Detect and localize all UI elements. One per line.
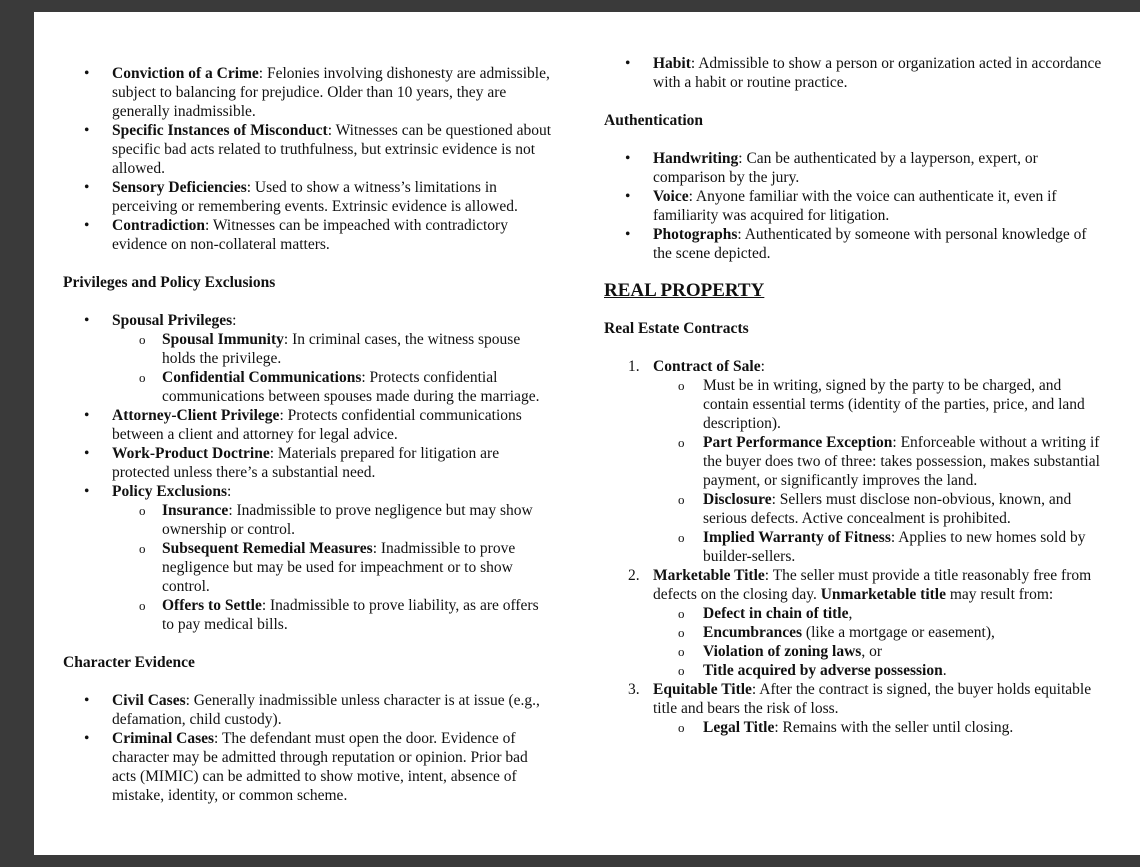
term: Handwriting <box>653 150 739 167</box>
authentication-list <box>604 149 1104 263</box>
real-property-heading: REAL PROPERTY <box>604 280 765 301</box>
numbered-item <box>604 566 1104 680</box>
character-heading: Character Evidence <box>63 654 195 671</box>
definition: Must be in writing, signed by the party to be charged, and contain essential terms (identity of the parties, price, and land description). <box>703 377 1085 432</box>
definition: : Enforceable without a writing if the buyer does two of three: takes possession, makes substantial payment, or significantly improves the land. <box>703 434 1100 489</box>
sub-list <box>653 718 1104 737</box>
term: Spousal Privileges <box>112 312 233 329</box>
privileges-list <box>63 311 553 634</box>
definition: may result from: <box>946 586 1054 603</box>
term: Contract of Sale <box>653 358 761 375</box>
term: Policy Exclusions <box>112 483 227 500</box>
term: Violation of zoning laws <box>703 643 862 660</box>
term: Equitable Title <box>653 681 752 698</box>
list-item <box>63 64 553 121</box>
term: Habit <box>653 55 691 72</box>
sub-list <box>653 376 1104 566</box>
list-item <box>63 178 553 216</box>
sub-list-item <box>604 376 1104 433</box>
definition: : Applies to new homes sold by builder-sellers. <box>703 529 1086 565</box>
definition: : Admissible to show a person or organization acted in accordance with a habit or routine practice. <box>653 55 1102 91</box>
definition: : Inadmissible to prove negligence but may show ownership or control. <box>162 502 533 538</box>
definition: : Materials prepared for litigation are protected unless there’s a substantial need. <box>112 445 500 481</box>
definition: : Inadmissible to prove negligence but may be used for impeachment or to show control. <box>162 540 516 595</box>
sub-list <box>112 501 553 634</box>
list-item <box>63 216 553 254</box>
definition: . <box>942 662 947 679</box>
term: Insurance <box>162 502 229 519</box>
item-number: 2. <box>628 567 640 584</box>
definition: : Generally inadmissible unless character is at issue (e.g., defamation, child custody). <box>112 692 540 728</box>
sub-list-item <box>604 433 1104 490</box>
item-number: 1. <box>628 358 640 375</box>
term: Marketable Title <box>653 567 765 584</box>
sub-list-item <box>604 604 1104 623</box>
list-item <box>63 121 553 178</box>
document-page <box>34 12 1140 855</box>
sub-list-item <box>63 596 553 634</box>
term: Defect in chain of title <box>703 605 849 622</box>
term: Sensory Deficiencies <box>112 179 247 196</box>
sub-list-item <box>63 539 553 596</box>
definition: : Protects confidential communications between a client and attorney for legal advice. <box>112 407 522 443</box>
contracts-list <box>604 357 1104 737</box>
term: Title acquired by adverse possession <box>703 662 943 679</box>
term: Conviction of a Crime <box>112 65 259 82</box>
sub-list-item <box>604 718 1104 737</box>
term: Legal Title <box>703 719 775 736</box>
sub-list-item <box>63 368 553 406</box>
term: Unmarketable title <box>820 586 946 603</box>
term: Part Performance Exception <box>703 434 893 451</box>
sub-list-item <box>604 661 1104 680</box>
term: Work-Product Doctrine <box>112 445 270 462</box>
list-item <box>63 311 553 406</box>
list-item <box>604 225 1104 263</box>
sub-list-item <box>63 330 553 368</box>
real-estate-contracts-heading: Real Estate Contracts <box>604 320 749 337</box>
character-list <box>63 691 553 805</box>
privileges-heading: Privileges and Policy Exclusions <box>63 274 276 291</box>
definition: : Can be authenticated by a layperson, expert, or comparison by the jury. <box>653 150 1038 186</box>
list-item <box>604 149 1104 187</box>
definition: , or <box>861 643 882 660</box>
definition: : Protects confidential communications between spouses made during the marriage. <box>162 369 540 405</box>
term: Spousal Immunity <box>162 331 284 348</box>
definition: : Felonies involving dishonesty are admissible, subject to balancing for prejudice. Older than 10 years, they are generally inadmissible. <box>112 65 550 120</box>
sub-list-item <box>604 642 1104 661</box>
sub-list-item <box>63 501 553 539</box>
term: Attorney-Client Privilege <box>112 407 280 424</box>
list-item <box>63 406 553 444</box>
definition: : In criminal cases, the witness spouse holds the privilege. <box>162 331 521 367</box>
term: Civil Cases <box>112 692 186 709</box>
term: Implied Warranty of Fitness <box>703 529 891 546</box>
definition: : The seller must provide a title reasonably free from defects on the closing day. <box>653 567 1092 603</box>
sub-list <box>653 604 1104 680</box>
list-item <box>63 444 553 482</box>
definition: : Witnesses can be questioned about specific bad acts related to truthfulness, but extrinsic evidence is not allowed. <box>112 122 552 177</box>
right-column <box>604 54 1104 737</box>
numbered-item <box>604 680 1104 737</box>
definition: : Remains with the seller until closing. <box>774 719 1014 736</box>
definition: (like a mortgage or easement), <box>802 624 995 641</box>
numbered-item <box>604 357 1104 566</box>
term: Encumbrances <box>703 624 803 641</box>
definition: : Anyone familiar with the voice can authenticate it, even if familiarity was acquired for litigation. <box>653 188 1057 224</box>
term: Confidential Communications <box>162 369 362 386</box>
term: Criminal Cases <box>112 730 215 747</box>
definition: : <box>232 312 237 329</box>
list-item <box>604 187 1104 225</box>
term: Specific Instances of Misconduct <box>112 122 328 139</box>
impeachment-list <box>63 64 553 254</box>
list-item <box>63 729 553 805</box>
definition: : Inadmissible to prove liability, as are offers to pay medical bills. <box>162 597 539 633</box>
term: Disclosure <box>703 491 772 508</box>
list-item <box>63 482 553 634</box>
term: Offers to Settle <box>162 597 262 614</box>
term: Photographs <box>653 226 738 243</box>
habit-list <box>604 54 1104 92</box>
definition: : Witnesses can be impeached with contradictory evidence on non-collateral matters. <box>112 217 508 253</box>
sub-list-item <box>604 528 1104 566</box>
sub-list-item <box>604 490 1104 528</box>
definition: : Authenticated by someone with personal knowledge of the scene depicted. <box>653 226 1087 262</box>
definition: : The defendant must open the door. Evidence of character may be admitted through reputation or opinion. Prior bad acts (MIMIC) can be admitted to show motive, intent, absence of mistake, identity, or common scheme. <box>112 730 528 804</box>
sub-list-item <box>604 623 1104 642</box>
left-column <box>63 64 553 805</box>
term: Voice <box>653 188 689 205</box>
definition: , <box>848 605 853 622</box>
definition: : Used to show a witness’s limitations in perceiving or remembering events. Extrinsic evidence is allowed. <box>112 179 518 215</box>
authentication-heading: Authentication <box>604 112 704 129</box>
definition: : <box>760 358 765 375</box>
definition: : After the contract is signed, the buyer holds equitable title and bears the risk of loss. <box>653 681 1092 717</box>
definition: : <box>226 483 232 500</box>
term: Subsequent Remedial Measures <box>162 540 373 557</box>
list-item <box>63 691 553 729</box>
term: Contradiction <box>112 217 205 234</box>
definition: : Sellers must disclose non-obvious, known, and serious defects. Active concealment is prohibited. <box>703 491 1072 527</box>
list-item <box>604 54 1104 92</box>
item-number: 3. <box>628 681 640 698</box>
sub-list <box>112 330 553 406</box>
